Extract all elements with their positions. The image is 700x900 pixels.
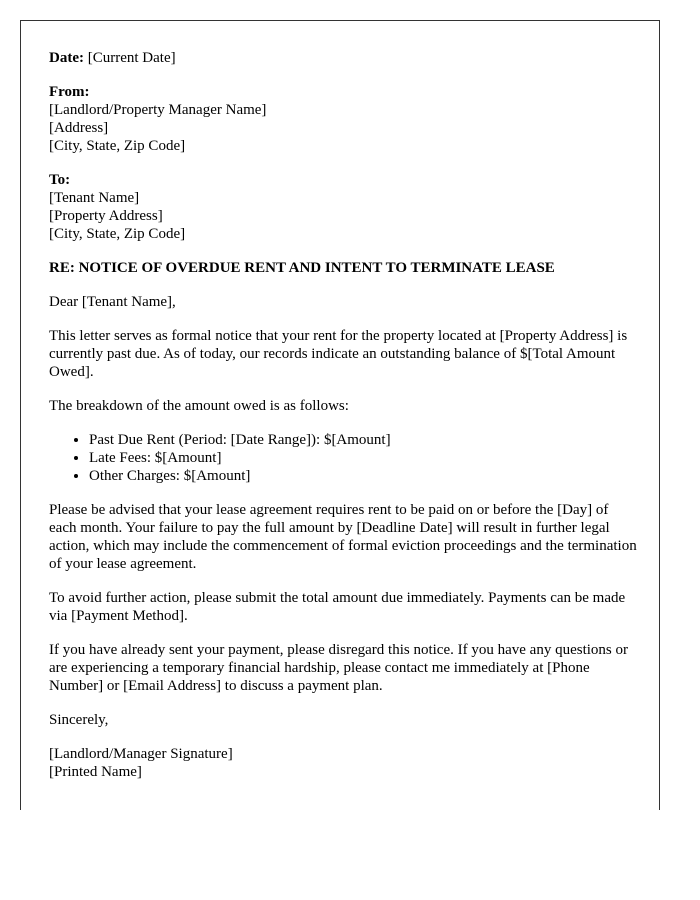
date-label: Date: bbox=[49, 50, 84, 66]
to-line: [City, State, Zip Code] bbox=[49, 226, 186, 242]
printed-name-line: [Printed Name] bbox=[49, 764, 142, 780]
from-block bbox=[49, 83, 639, 155]
signature-line: [Landlord/Manager Signature] bbox=[49, 746, 233, 762]
from-line: [Address] bbox=[49, 120, 109, 136]
intro-paragraph: This letter serves as formal notice that your rent for the property located at [Property Address] is currently past due. As of today, our records indicate an outstanding balance of $[Total Amount Owed]. bbox=[49, 328, 628, 380]
payment-paragraph: To avoid further action, please submit the total amount due immediately. Payments can be made via [Payment Method]. bbox=[49, 590, 626, 624]
warning-paragraph: Please be advised that your lease agreement requires rent to be paid on or before the [Day] of each month. Your failure to pay the full amount by [Deadline Date] will result in further legal action, which may include the commencement of formal eviction proceedings and the termination of your lease agreement. bbox=[49, 502, 637, 572]
letter-page bbox=[20, 20, 660, 810]
closing-note-paragraph: If you have already sent your payment, please disregard this notice. If you have any questions or are experiencing a temporary financial hardship, please contact me immediately at [Phone Number] or [Email Address] to discuss a payment plan. bbox=[49, 642, 628, 694]
signature-block bbox=[49, 745, 639, 781]
date-value: [Current Date] bbox=[87, 50, 176, 66]
from-label: From: bbox=[49, 84, 90, 100]
to-label: To: bbox=[49, 172, 71, 188]
breakdown-item: • Past Due Rent (Period: [Date Range]): $[Amount] bbox=[89, 431, 639, 449]
sign-off: Sincerely, bbox=[49, 712, 109, 728]
letter-body bbox=[49, 49, 639, 797]
subject-line: RE: NOTICE OF OVERDUE RENT AND INTENT TO TERMINATE LEASE bbox=[49, 260, 555, 276]
breakdown-item: • Other Charges: $[Amount] bbox=[89, 467, 639, 485]
to-line: [Tenant Name] bbox=[49, 190, 140, 206]
from-line: [City, State, Zip Code] bbox=[49, 138, 186, 154]
breakdown-item: • Late Fees: $[Amount] bbox=[89, 449, 639, 467]
breakdown-intro: The breakdown of the amount owed is as follows: bbox=[49, 398, 349, 414]
breakdown-list bbox=[49, 431, 639, 485]
to-line: [Property Address] bbox=[49, 208, 163, 224]
date-line bbox=[49, 49, 639, 67]
from-line: [Landlord/Property Manager Name] bbox=[49, 102, 267, 118]
salutation: Dear [Tenant Name], bbox=[49, 294, 176, 310]
to-block bbox=[49, 171, 639, 243]
